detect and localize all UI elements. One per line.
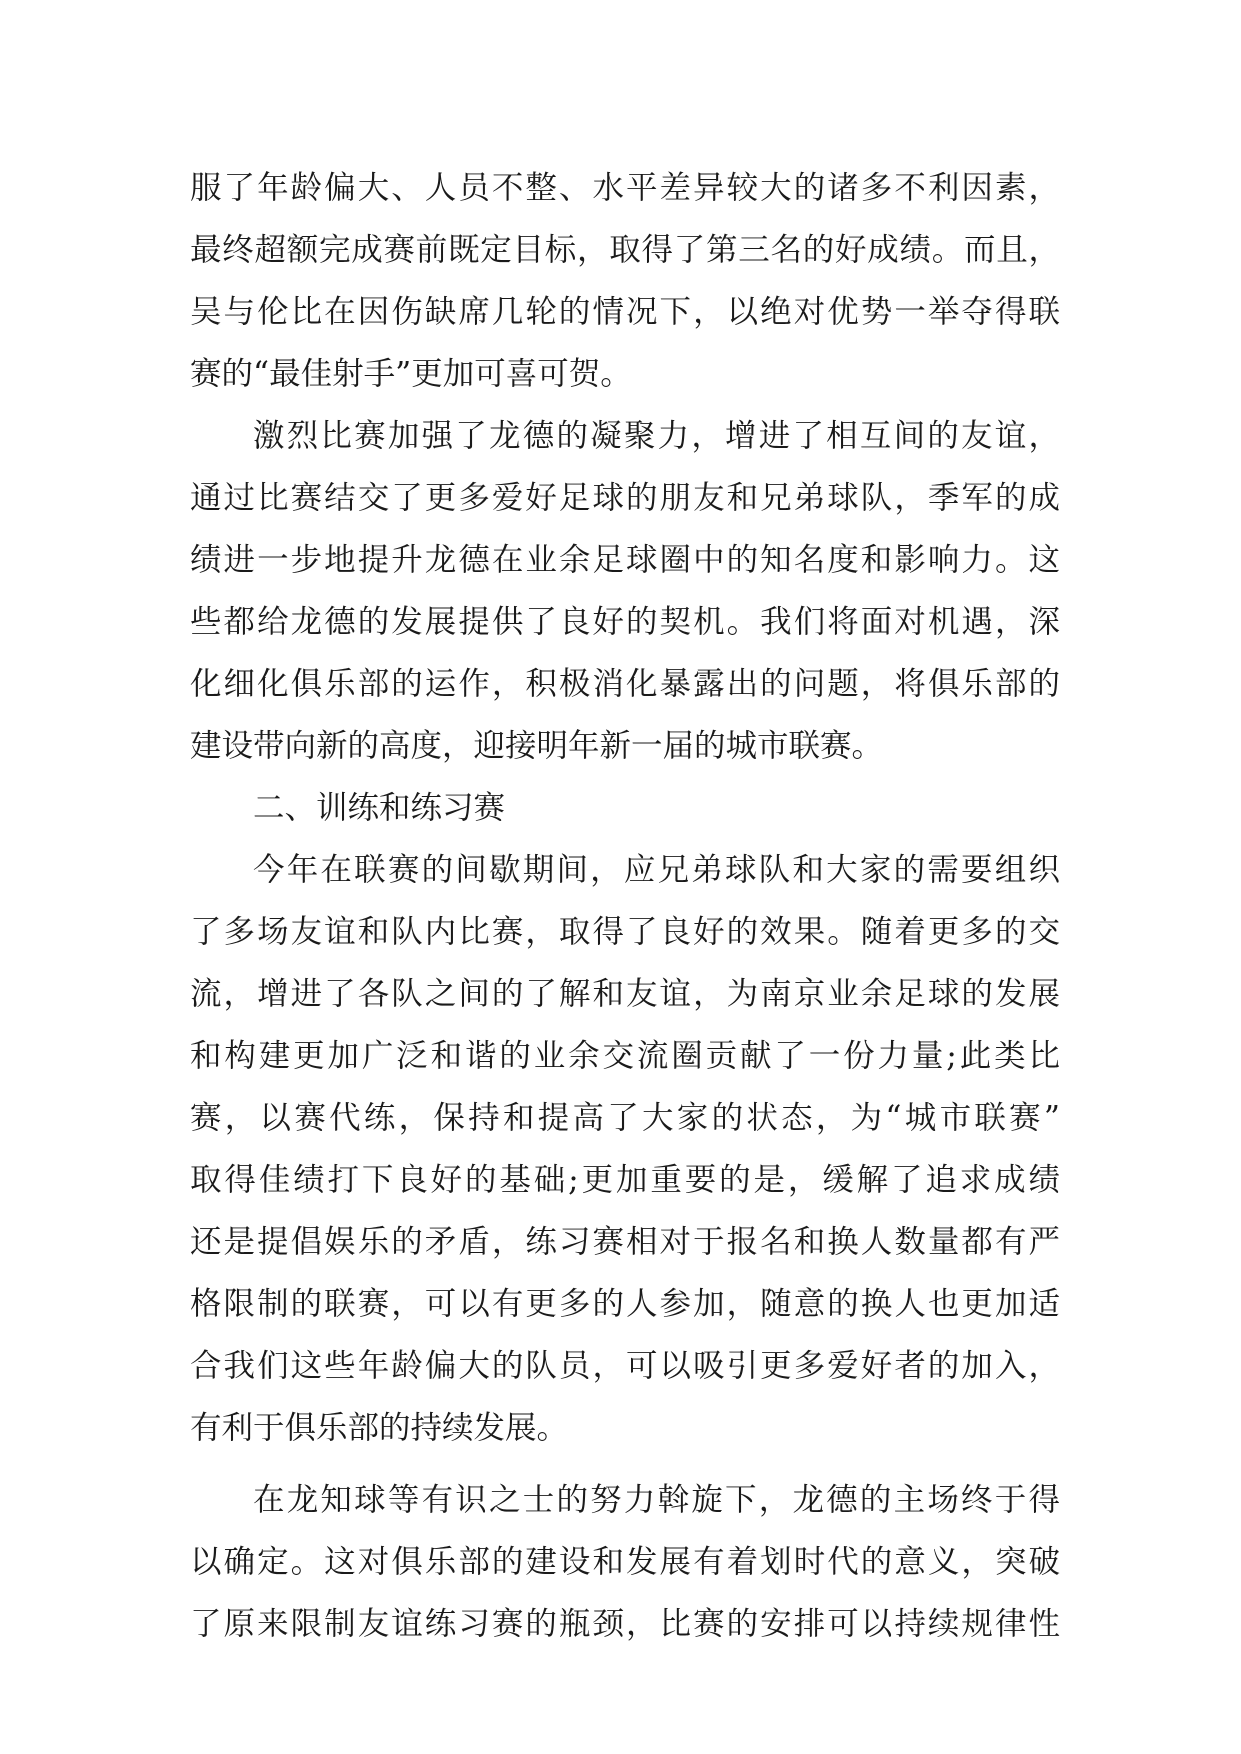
text-line: 了多场友谊和队内比赛，取得了良好的效果。随着更多的交: [190, 914, 1060, 950]
paragraph-first-line: 今年在联赛的间歇期间，应兄弟球队和大家的需要组织: [253, 852, 1060, 888]
text-line: 绩进一步地提升龙德在业余足球圈中的知名度和影响力。这: [190, 542, 1060, 578]
text-line: 有利于俱乐部的持续发展。: [190, 1410, 569, 1446]
text-line: 还是提倡娱乐的矛盾，练习赛相对于报名和换人数量都有严: [190, 1224, 1060, 1260]
paragraph-first-line: 激烈比赛加强了龙德的凝聚力，增进了相互间的友谊，: [253, 418, 1060, 454]
text-line: 以确定。这对俱乐部的建设和发展有着划时代的意义，突破: [190, 1544, 1060, 1580]
paragraph-first-line: 在龙知球等有识之士的努力斡旋下，龙德的主场终于得: [253, 1482, 1060, 1518]
text-line: 格限制的联赛，可以有更多的人参加，随意的换人也更加适: [190, 1286, 1060, 1322]
text-line: 建设带向新的高度，迎接明年新一届的城市联赛。: [190, 728, 884, 764]
text-line: 赛的“最佳射手”更加可喜可贺。: [190, 356, 632, 392]
section-heading: 二、训练和练习赛: [253, 790, 506, 826]
text-line: 些都给龙德的发展提供了良好的契机。我们将面对机遇，深: [190, 604, 1060, 640]
body-text: [190, 157, 1060, 1655]
text-line: 通过比赛结交了更多爱好足球的朋友和兄弟球队，季军的成: [190, 480, 1060, 516]
text-line: 最终超额完成赛前既定目标，取得了第三名的好成绩。而且，: [190, 232, 1060, 268]
text-line: 吴与伦比在因伤缺席几轮的情况下，以绝对优势一举夺得联: [190, 294, 1060, 330]
text-line: 服了年龄偏大、人员不整、水平差异较大的诸多不利因素，: [190, 170, 1060, 206]
text-line: 取得佳绩打下良好的基础;更加重要的是，缓解了追求成绩: [190, 1162, 1060, 1198]
text-line: 化细化俱乐部的运作，积极消化暴露出的问题，将俱乐部的: [190, 666, 1060, 702]
text-line: 流，增进了各队之间的了解和友谊，为南京业余足球的发展: [190, 976, 1060, 1012]
text-line: 合我们这些年龄偏大的队员，可以吸引更多爱好者的加入，: [190, 1348, 1060, 1384]
text-line: 了原来限制友谊练习赛的瓶颈，比赛的安排可以持续规律性: [190, 1606, 1060, 1642]
text-line: 赛，以赛代练，保持和提高了大家的状态，为“城市联赛”: [190, 1100, 1060, 1136]
text-line: 和构建更加广泛和谐的业余交流圈贡献了一份力量;此类比: [190, 1038, 1060, 1074]
